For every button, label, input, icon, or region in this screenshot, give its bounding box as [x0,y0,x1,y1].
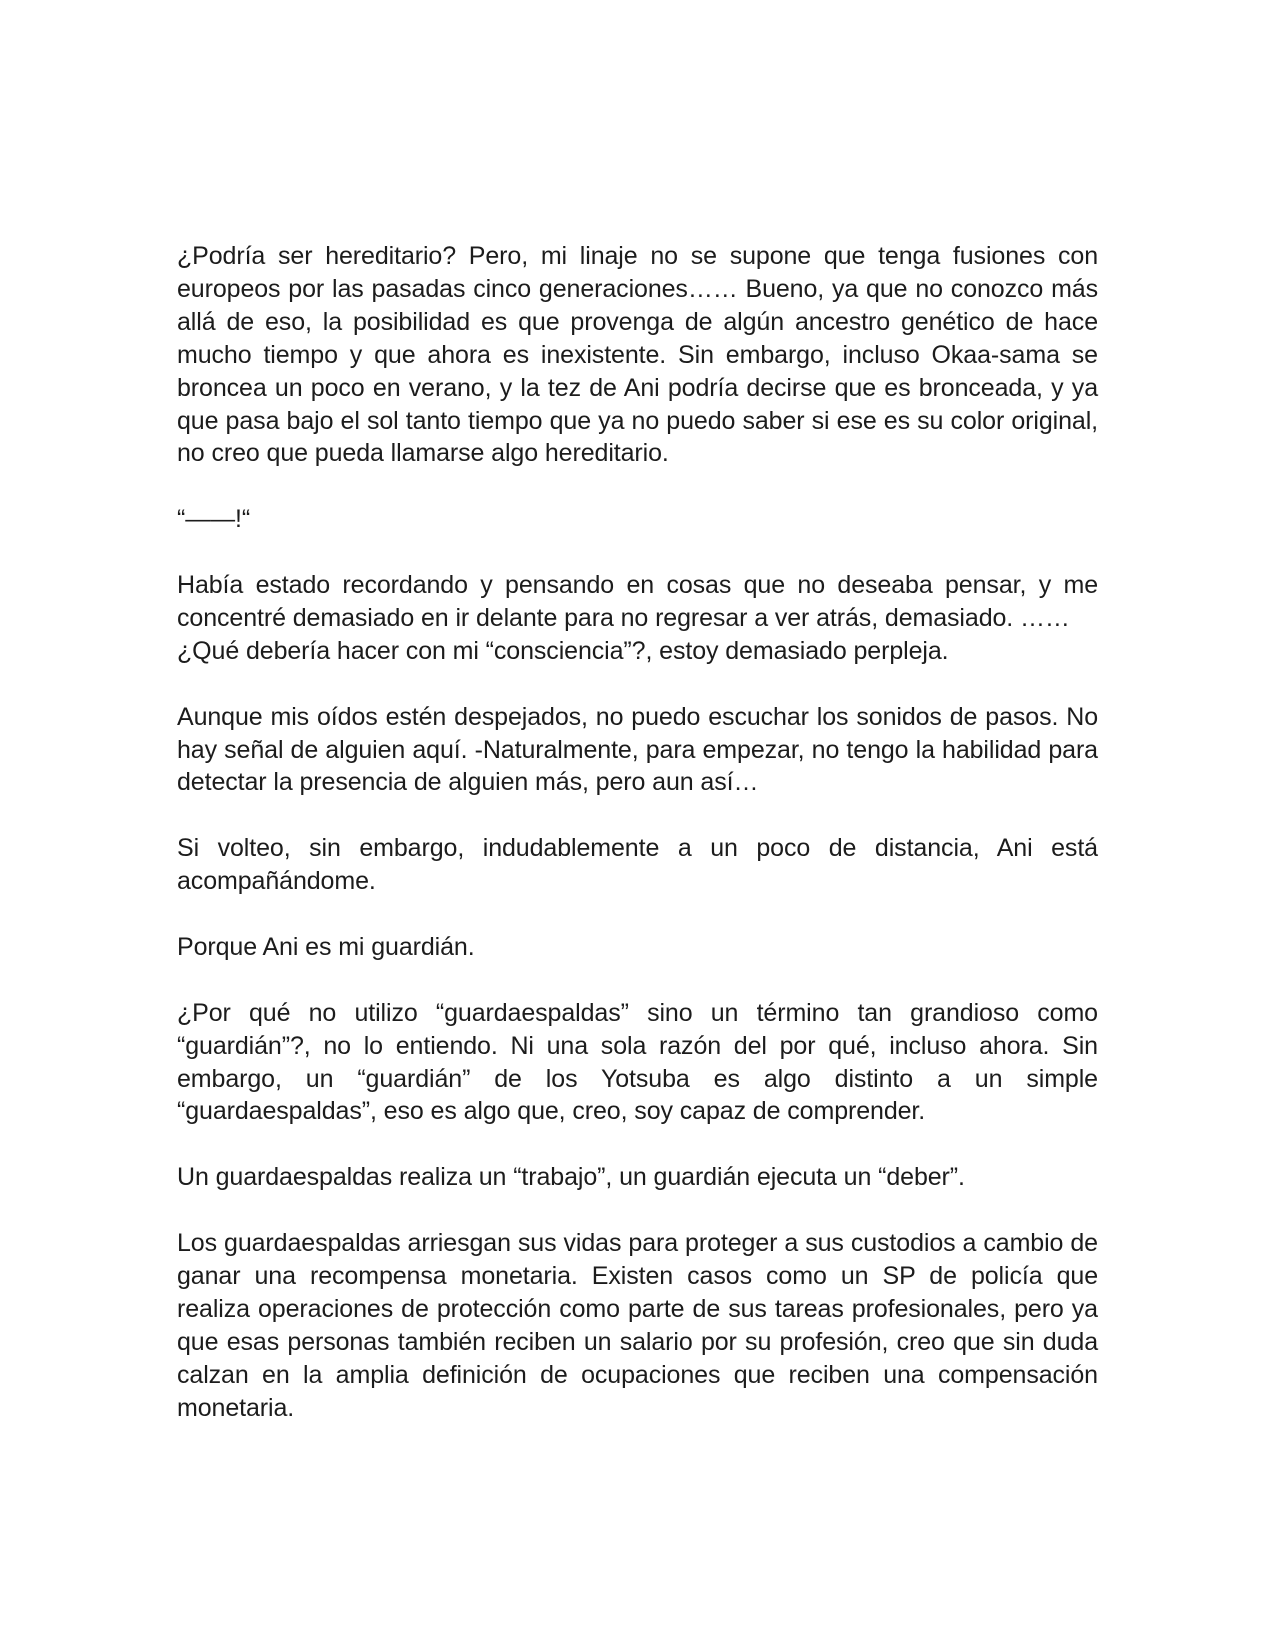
paragraph-recordando-line2: ¿Qué debería hacer con mi “consciencia”?, estoy demasiado perpleja. [177,636,949,665]
paragraph-recordando-line1: Había estado recordando y pensando en cosas que no deseaba pensar, y me concentré demasiado en ir delante para no regresar a ver atrás, demasiado. …… [177,571,1098,632]
paragraph-por-que-guardian: ¿Por qué no utilizo “guardaespaldas” sino un término tan grandioso como “guardián”?, no lo entiendo. Ni una sola razón del por qué, incluso ahora. Sin embargo, un “guardián” de los Yotsuba es algo distinto a un simple “guardaespaldas”, eso es algo que, creo, soy capaz de comprender. [177,998,1098,1126]
paragraph-recordando [177,569,1098,668]
paragraph-guardaespaldas-vidas: Los guardaespaldas arriesgan sus vidas para proteger a sus custodios a cambio de ganar una recompensa monetaria. Existen casos como un SP de policía que realiza operaciones de protección como parte de sus tareas profesionales, pero ya que esas personas también reciben un salario por su profesión, creo que sin duda calzan en la amplia definición de ocupaciones que reciben una compensación monetaria. [177,1229,1098,1422]
paragraph-oidos: Aunque mis oídos estén despejados, no puedo escuchar los sonidos de pasos. No hay señal de alguien aquí. -Naturalmente, para empezar, no tengo la habilidad para detectar la presencia de alguien más, pero aun así… [177,702,1098,797]
paragraph-trabajo-deber: Un guardaespaldas realiza un “trabajo”, un guardián ejecuta un “deber”. [177,1163,965,1192]
paragraph-guardian: Porque Ani es mi guardián. [177,932,475,961]
paragraph-si-volteo: Si volteo, sin embargo, indudablemente a un poco de distancia, Ani está acompañándome. [177,834,1098,896]
page-text [177,240,1098,1425]
paragraph-hereditario: ¿Podría ser hereditario? Pero, mi linaje no se supone que tenga fusiones con europeos por las pasadas cinco generaciones…… Bueno, ya que no conozco más allá de eso, la posibilidad es que provenga de algún ancestro genético de hace mucho tiempo y que ahora es inexistente. Sin embargo, incluso Okaa-sama se broncea un poco en verano, y la tez de Ani podría decirse que es bronceada, y ya que pasa bajo el sol tanto tiempo que ya no puedo saber si ese es su color original, no creo que pueda llamarse algo hereditario. [177,242,1098,468]
paragraph-exclamation: “——!“ [177,505,251,534]
